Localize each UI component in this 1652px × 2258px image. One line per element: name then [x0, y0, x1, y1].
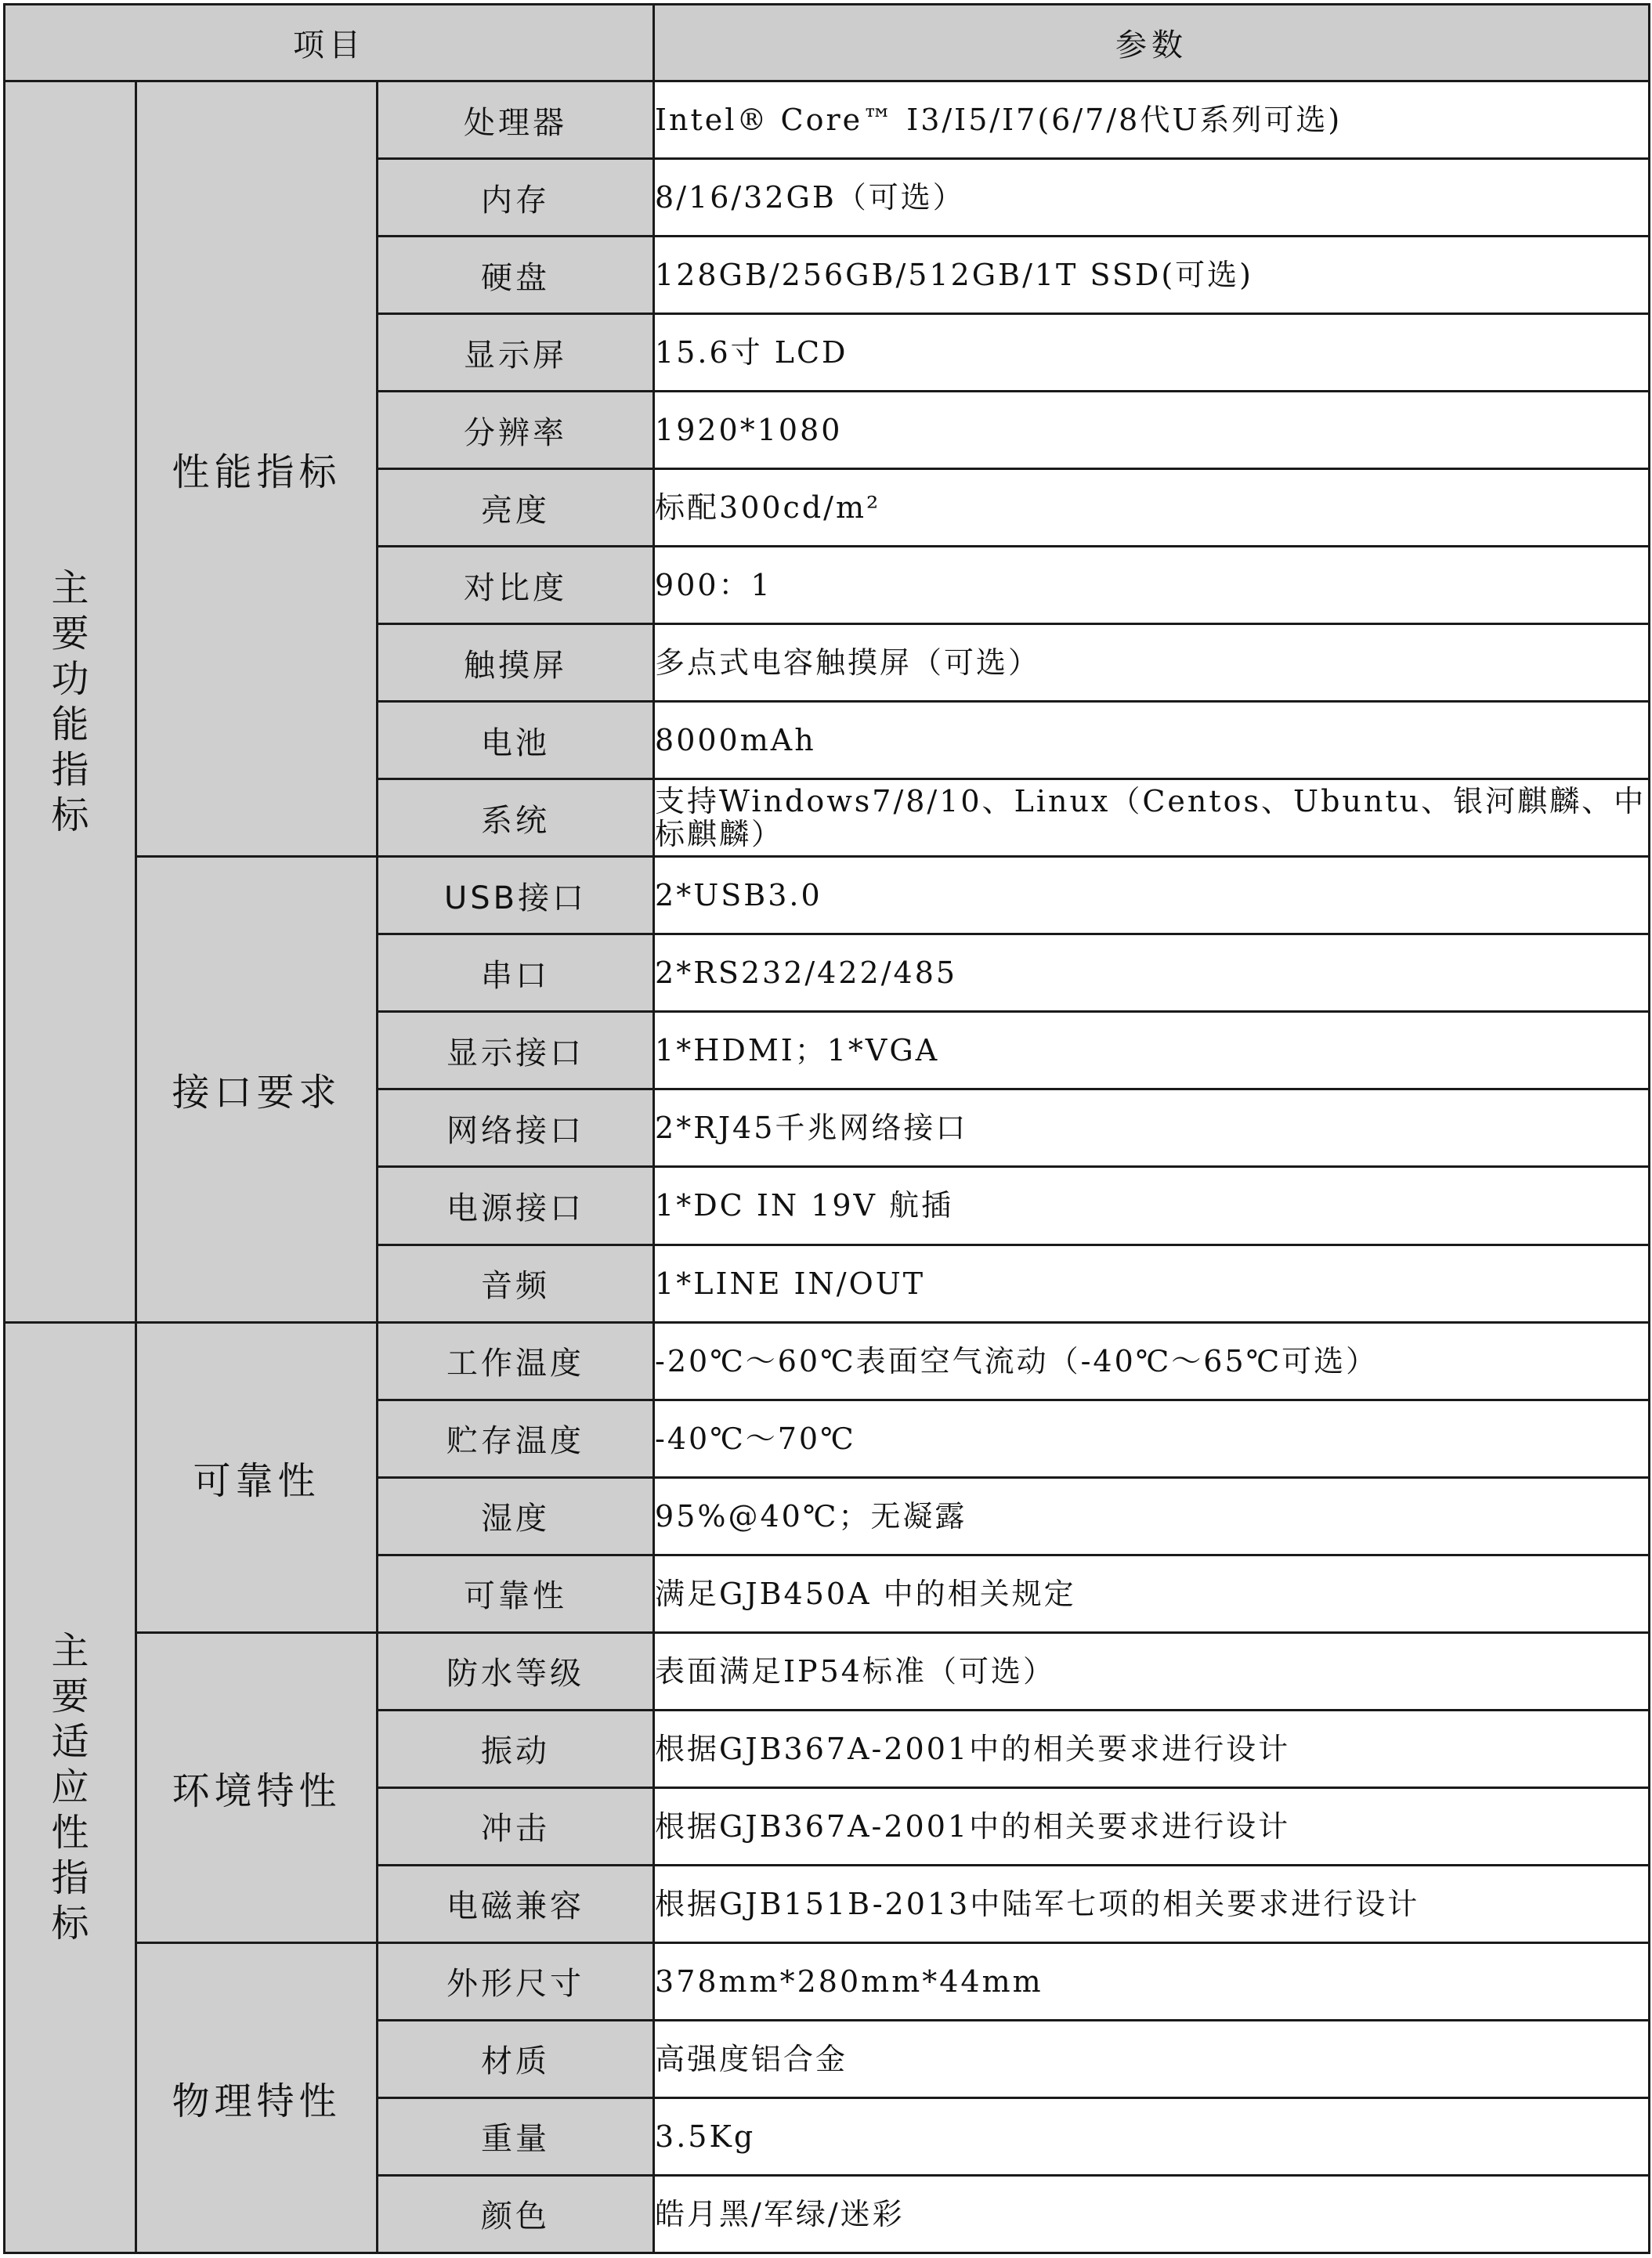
- item-value: 2*RJ45千兆网络接口: [654, 1089, 1650, 1167]
- item-name: 贮存温度: [378, 1400, 654, 1477]
- item-name: 处理器: [378, 81, 654, 159]
- item-value: 8/16/32GB（可选）: [654, 159, 1650, 237]
- item-name: 湿度: [378, 1477, 654, 1555]
- item-name: 外形尺寸: [378, 1942, 654, 2020]
- item-value: 表面满足IP54标准（可选）: [654, 1632, 1650, 1710]
- item-value: 满足GJB450A 中的相关规定: [654, 1555, 1650, 1632]
- item-value: 128GB/256GB/512GB/1T SSD(可选): [654, 237, 1650, 314]
- item-value: 8000mAh: [654, 702, 1650, 779]
- header-item: 项目: [5, 5, 654, 81]
- subgroup-label: 环境特性: [136, 1632, 378, 1942]
- item-value: 1*DC IN 19V 航插: [654, 1167, 1650, 1245]
- item-name: 电池: [378, 702, 654, 779]
- group-label-cell: [5, 81, 136, 1323]
- item-value: 支持Windows7/8/10、Linux（Centos、Ubuntu、银河麒麟、中标麒麟）: [654, 779, 1650, 857]
- spec-table: [3, 3, 1650, 2254]
- item-value: 1920*1080: [654, 392, 1650, 469]
- table-row: [5, 81, 1650, 159]
- item-name: 硬盘: [378, 237, 654, 314]
- item-value: -20℃～60℃表面空气流动（-40℃～65℃可选）: [654, 1322, 1650, 1400]
- item-value: 根据GJB367A-2001中的相关要求进行设计: [654, 1710, 1650, 1787]
- subgroup-label: 接口要求: [136, 857, 378, 1322]
- item-value: 1*LINE IN/OUT: [654, 1245, 1650, 1322]
- item-value: 标配300cd/m²: [654, 469, 1650, 547]
- table-row: [5, 1632, 1650, 1710]
- header-param: 参数: [654, 5, 1650, 81]
- table-row: [5, 1942, 1650, 2020]
- item-value: Intel® Core™ I3/I5/I7(6/7/8代U系列可选): [654, 81, 1650, 159]
- item-name: 可靠性: [378, 1555, 654, 1632]
- item-value: 皓月黑/军绿/迷彩: [654, 2175, 1650, 2253]
- group-label: 主要功能指标: [51, 565, 89, 837]
- item-name: 工作温度: [378, 1322, 654, 1400]
- item-value: 1*HDMI；1*VGA: [654, 1012, 1650, 1089]
- group-label: 主要适应性指标: [51, 1629, 89, 1946]
- item-value: 95%@40℃；无凝露: [654, 1477, 1650, 1555]
- item-name: 音频: [378, 1245, 654, 1322]
- header-row: [5, 5, 1650, 81]
- item-name: 颜色: [378, 2175, 654, 2253]
- spec-table-body: [5, 5, 1650, 2253]
- item-name: 防水等级: [378, 1632, 654, 1710]
- subgroup-label: 可靠性: [136, 1322, 378, 1632]
- item-value: 根据GJB367A-2001中的相关要求进行设计: [654, 1787, 1650, 1865]
- item-name: 串口: [378, 934, 654, 1012]
- item-name: 电磁兼容: [378, 1865, 654, 1942]
- item-value: 15.6寸 LCD: [654, 314, 1650, 392]
- item-value: 2*USB3.0: [654, 857, 1650, 934]
- item-value: 2*RS232/422/485: [654, 934, 1650, 1012]
- item-name: 电源接口: [378, 1167, 654, 1245]
- item-name: 系统: [378, 779, 654, 857]
- item-name: 内存: [378, 159, 654, 237]
- item-name: 分辨率: [378, 392, 654, 469]
- group-label-cell: [5, 1322, 136, 2253]
- item-value: 378mm*280mm*44mm: [654, 1942, 1650, 2020]
- subgroup-label: 性能指标: [136, 81, 378, 857]
- item-name: 振动: [378, 1710, 654, 1787]
- table-row: [5, 857, 1650, 934]
- item-name: 材质: [378, 2020, 654, 2097]
- subgroup-label: 物理特性: [136, 1942, 378, 2253]
- item-value: 多点式电容触摸屏（可选）: [654, 624, 1650, 702]
- item-name: USB接口: [378, 857, 654, 934]
- item-value: 根据GJB151B-2013中陆军七项的相关要求进行设计: [654, 1865, 1650, 1942]
- item-name: 显示接口: [378, 1012, 654, 1089]
- item-name: 网络接口: [378, 1089, 654, 1167]
- item-name: 重量: [378, 2097, 654, 2175]
- item-name: 亮度: [378, 469, 654, 547]
- item-name: 触摸屏: [378, 624, 654, 702]
- item-name: 显示屏: [378, 314, 654, 392]
- item-value: 900：1: [654, 547, 1650, 624]
- item-name: 对比度: [378, 547, 654, 624]
- item-name: 冲击: [378, 1787, 654, 1865]
- item-value: 3.5Kg: [654, 2097, 1650, 2175]
- table-row: [5, 1322, 1650, 1400]
- item-value: -40℃～70℃: [654, 1400, 1650, 1477]
- item-value: 高强度铝合金: [654, 2020, 1650, 2097]
